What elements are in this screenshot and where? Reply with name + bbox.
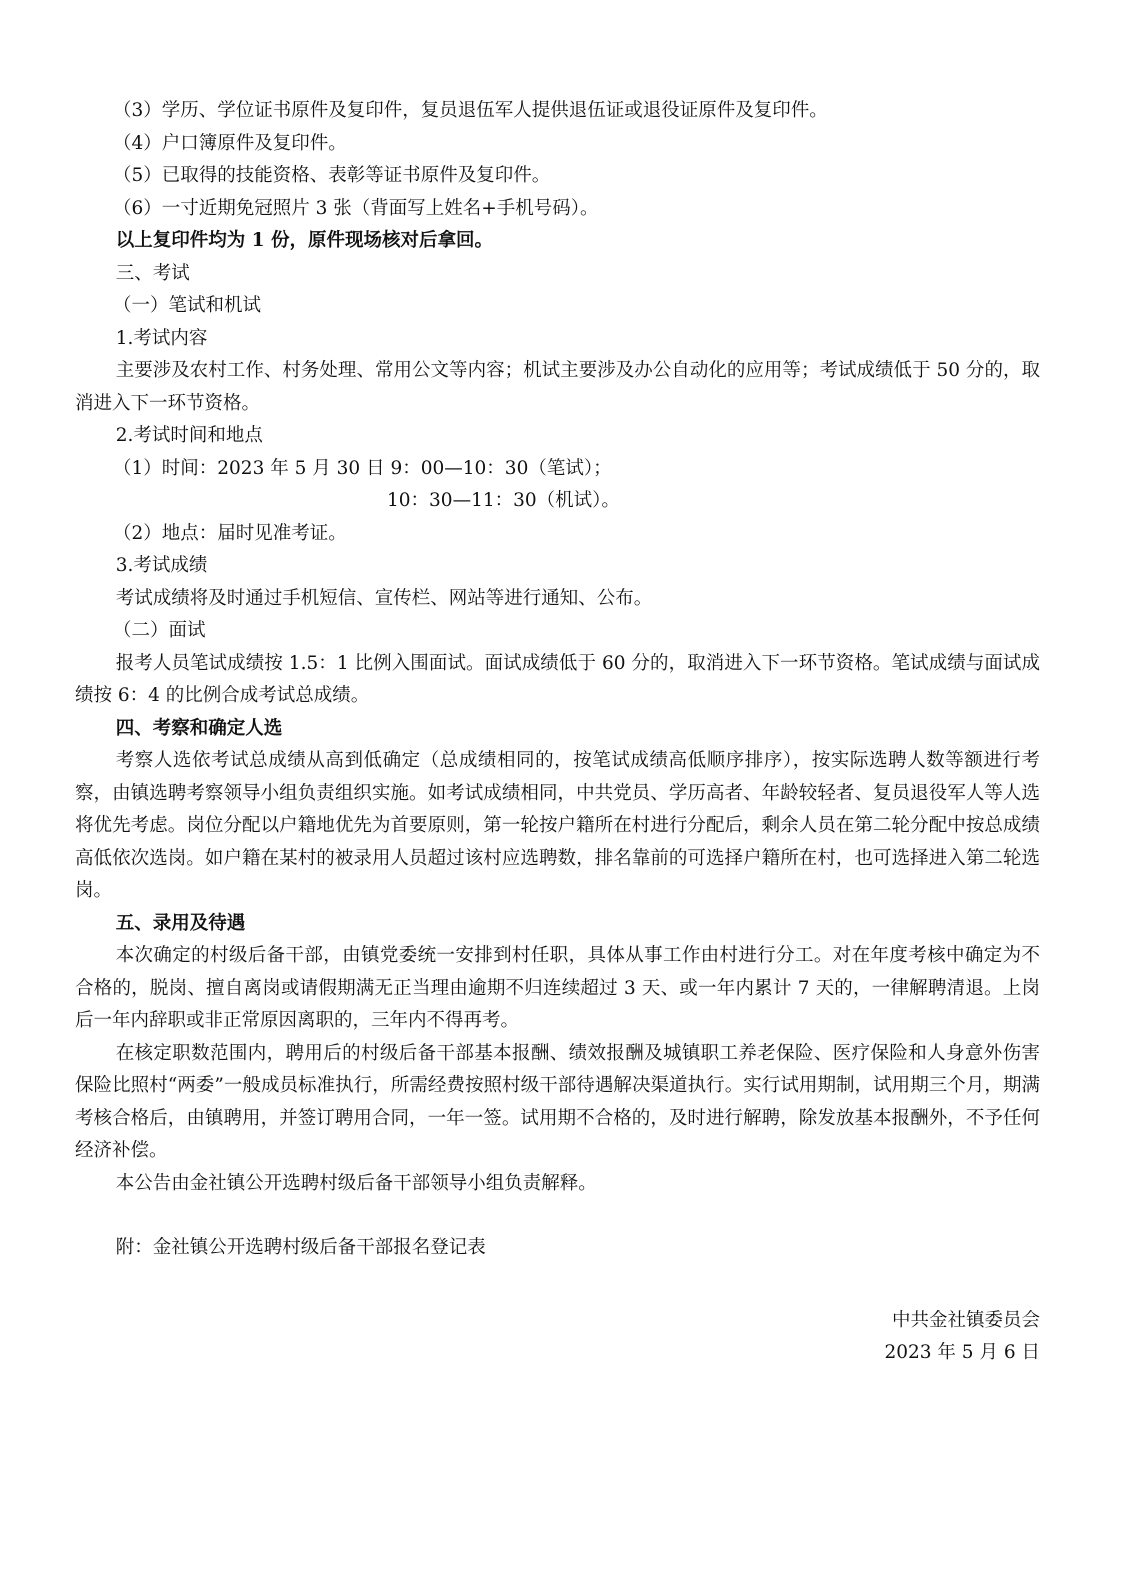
spacer bbox=[75, 1200, 1040, 1232]
copies-note: 以上复印件均为 1 份，原件现场核对后拿回。 bbox=[115, 230, 493, 251]
item-4: （4）户口簿原件及复印件。 bbox=[113, 132, 347, 154]
exam-place: （2）地点：届时见准考证。 bbox=[113, 522, 347, 544]
section-5-text-2: 在核定职数范围内，聘用后的村级后备干部基本报酬、绩效报酬及城镇职工养老保险、医疗保险和人身意外伤害保险比照村“两委”一般成员标准执行，所需经费按照村级干部待遇解决渠道执行。实行试用期制，试用期三个月，期满考核合格后，由镇聘用，并签订聘用合同，一年一签。试用期不合格的，及时进行解聘，除发放基本报酬外，不予任何经济补偿。 bbox=[75, 1042, 1040, 1161]
attachment-line: 附：金社镇公开选聘村级后备干部报名登记表 bbox=[115, 1237, 486, 1258]
spacer bbox=[75, 1265, 1040, 1305]
item-5: （5）已取得的技能资格、表彰等证书原件及复印件。 bbox=[113, 165, 551, 186]
signature-block bbox=[75, 1305, 1040, 1370]
item-6: （6）一寸近期免冠照片 3 张（背面写上姓名+手机号码）。 bbox=[113, 197, 599, 219]
section-5-heading: 五、录用及待遇 bbox=[115, 912, 246, 934]
signature-date: 2023 年 5 月 6 日 bbox=[884, 1342, 1040, 1363]
section-3-sub-1: （一）笔试和机试 bbox=[113, 295, 262, 316]
section-4-heading: 四、考察和确定人选 bbox=[115, 717, 283, 739]
exam-time-2: 10：30—11：30（机试）。 bbox=[387, 490, 620, 511]
signature-org: 中共金社镇委员会 bbox=[891, 1309, 1040, 1331]
exam-score-title: 3.考试成绩 bbox=[115, 555, 208, 576]
document-body bbox=[75, 95, 1040, 1370]
interview-text: 报考人员笔试成绩按 1.5：1 比例入围面试。面试成绩低于 60 分的，取消进入下一环节资格。笔试成绩与面试成绩按 6：4 的比例合成考试总成绩。 bbox=[75, 652, 1040, 706]
exam-time-1: （1）时间：2023 年 5 月 30 日 9：00—10：30（笔试）； bbox=[113, 457, 612, 479]
exam-score-text: 考试成绩将及时通过手机短信、宣传栏、网站等进行通知、公布。 bbox=[115, 587, 653, 609]
exam-content-title: 1.考试内容 bbox=[115, 327, 208, 349]
section-5-text-1: 本次确定的村级后备干部，由镇党委统一安排到村任职，具体从事工作由村进行分工。对在年度考核中确定为不合格的，脱岗、擅自离岗或请假期满无正当理由逾期不归连续超过 3 天、或一年内累计 7 天的，一律解聘清退。上岗后一年内辞职或非正常原因离职的，三年内不得再考。 bbox=[75, 945, 1040, 1031]
section-4-text: 考察人选依考试总成绩从高到低确定（总成绩相同的，按笔试成绩高低顺序排序），按实际选聘人数等额进行考察，由镇选聘考察领导小组负责组织实施。如考试成绩相同，中共党员、学历高者、年龄较轻者、复员退役军人等人选将优先考虑。岗位分配以户籍地优先为首要原则，第一轮按户籍所在村进行分配后，剩余人员在第二轮分配中按总成绩高低依次选岗。如户籍在某村的被录用人员超过该村应选聘数，排名靠前的可选择户籍所在村，也可选择进入第二轮选岗。 bbox=[75, 750, 1040, 901]
exam-time-place-title: 2.考试时间和地点 bbox=[115, 425, 263, 446]
section-3-heading: 三、考试 bbox=[115, 262, 190, 284]
section-3-sub-2: （二）面试 bbox=[113, 620, 206, 641]
section-5-text-3: 本公告由金社镇公开选聘村级后备干部领导小组负责解释。 bbox=[115, 1172, 597, 1194]
item-3: （3）学历、学位证书原件及复印件，复员退伍军人提供退伍证或退役证原件及复印件。 bbox=[113, 100, 828, 121]
exam-content-text: 主要涉及农村工作、村务处理、常用公文等内容；机试主要涉及办公自动化的应用等；考试成绩低于 50 分的，取消进入下一环节资格。 bbox=[75, 360, 1040, 414]
